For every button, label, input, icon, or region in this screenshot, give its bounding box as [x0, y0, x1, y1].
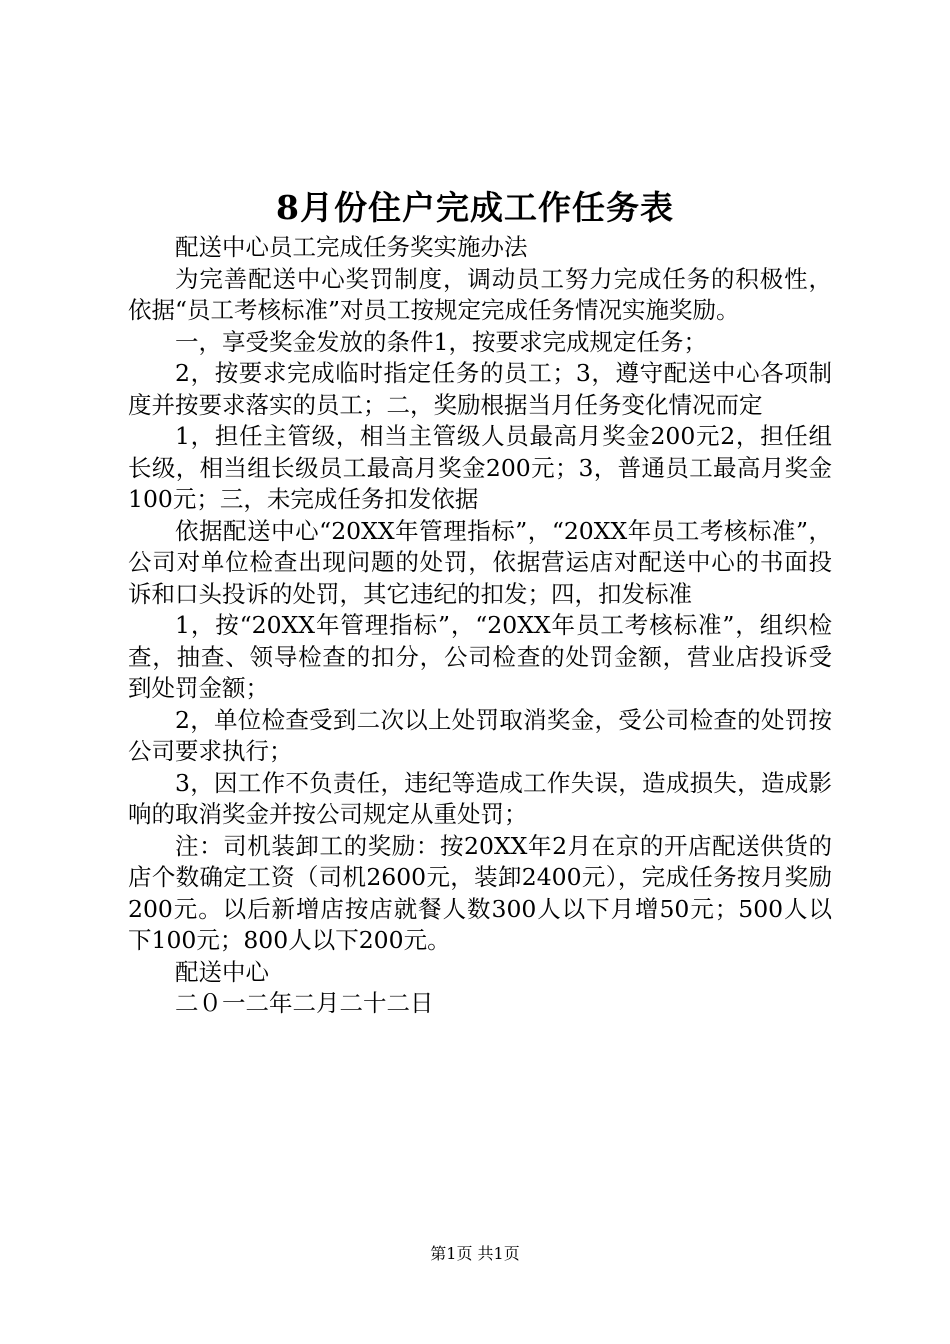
paragraph-conditions: 一，享受奖金发放的条件1，按要求完成规定任务； [175, 327, 707, 356]
paragraph-conditions-cont: 2，按要求完成临时指定任务的员工；3，遵守配送中心各项制度并按要求落实的员工；二，奖励根据当月任务变化情况而定 [128, 359, 832, 419]
document-title: 8月份住户完成工作任务表 [276, 188, 674, 227]
page-footer: 第1页 共1页 [430, 1244, 520, 1263]
paragraph-deduction-2: 2，单位检查受到二次以上处罚取消奖金，受公司检查的处罚按公司要求执行； [128, 705, 832, 765]
paragraph-intro: 为完善配送中心奖罚制度，调动员工努力完成任务的积极性，依据“员工考核标准”对员工按规定完成任务情况实施奖励。 [128, 264, 832, 324]
signature-date: 二０一二年二月二十二日 [175, 989, 434, 1017]
signature-org: 配送中心 [175, 957, 269, 986]
paragraph-note: 注：司机装卸工的奖励：按20XX年2月在京的开店配送供货的店个数确定工资（司机2600元，装卸2400元），完成任务按月奖励200元。以后新增店按店就餐人数300人以下月增50元；500人以下100元；800人以下200元。 [128, 831, 832, 954]
paragraph-deduction-3: 3，因工作不负责任，违纪等造成工作失误，造成损失，造成影响的取消奖金并按公司规定从重处罚； [128, 768, 832, 828]
document-body [128, 232, 832, 1020]
paragraph-reward-levels: 1，担任主管级，相当主管级人员最高月奖金200元2，担任组长级，相当组长级员工最高月奖金200元；3，普通员工最高月奖金100元；三，未完成任务扣发依据 [128, 422, 832, 513]
paragraph-deduction-basis: 依据配送中心“20XX年管理指标”，“20XX年员工考核标准”，公司对单位检查出现问题的处罚，依据营运店对配送中心的书面投诉和口头投诉的处罚，其它违纪的扣发；四，扣发标准 [128, 516, 832, 608]
paragraph-heading: 配送中心员工完成任务奖实施办法 [175, 233, 528, 261]
paragraph-deduction-1: 1，按“20XX年管理指标”，“20XX年员工考核标准”，组织检查，抽查、领导检查的扣分，公司检查的处罚金额，营业店投诉受到处罚金额； [128, 611, 832, 702]
